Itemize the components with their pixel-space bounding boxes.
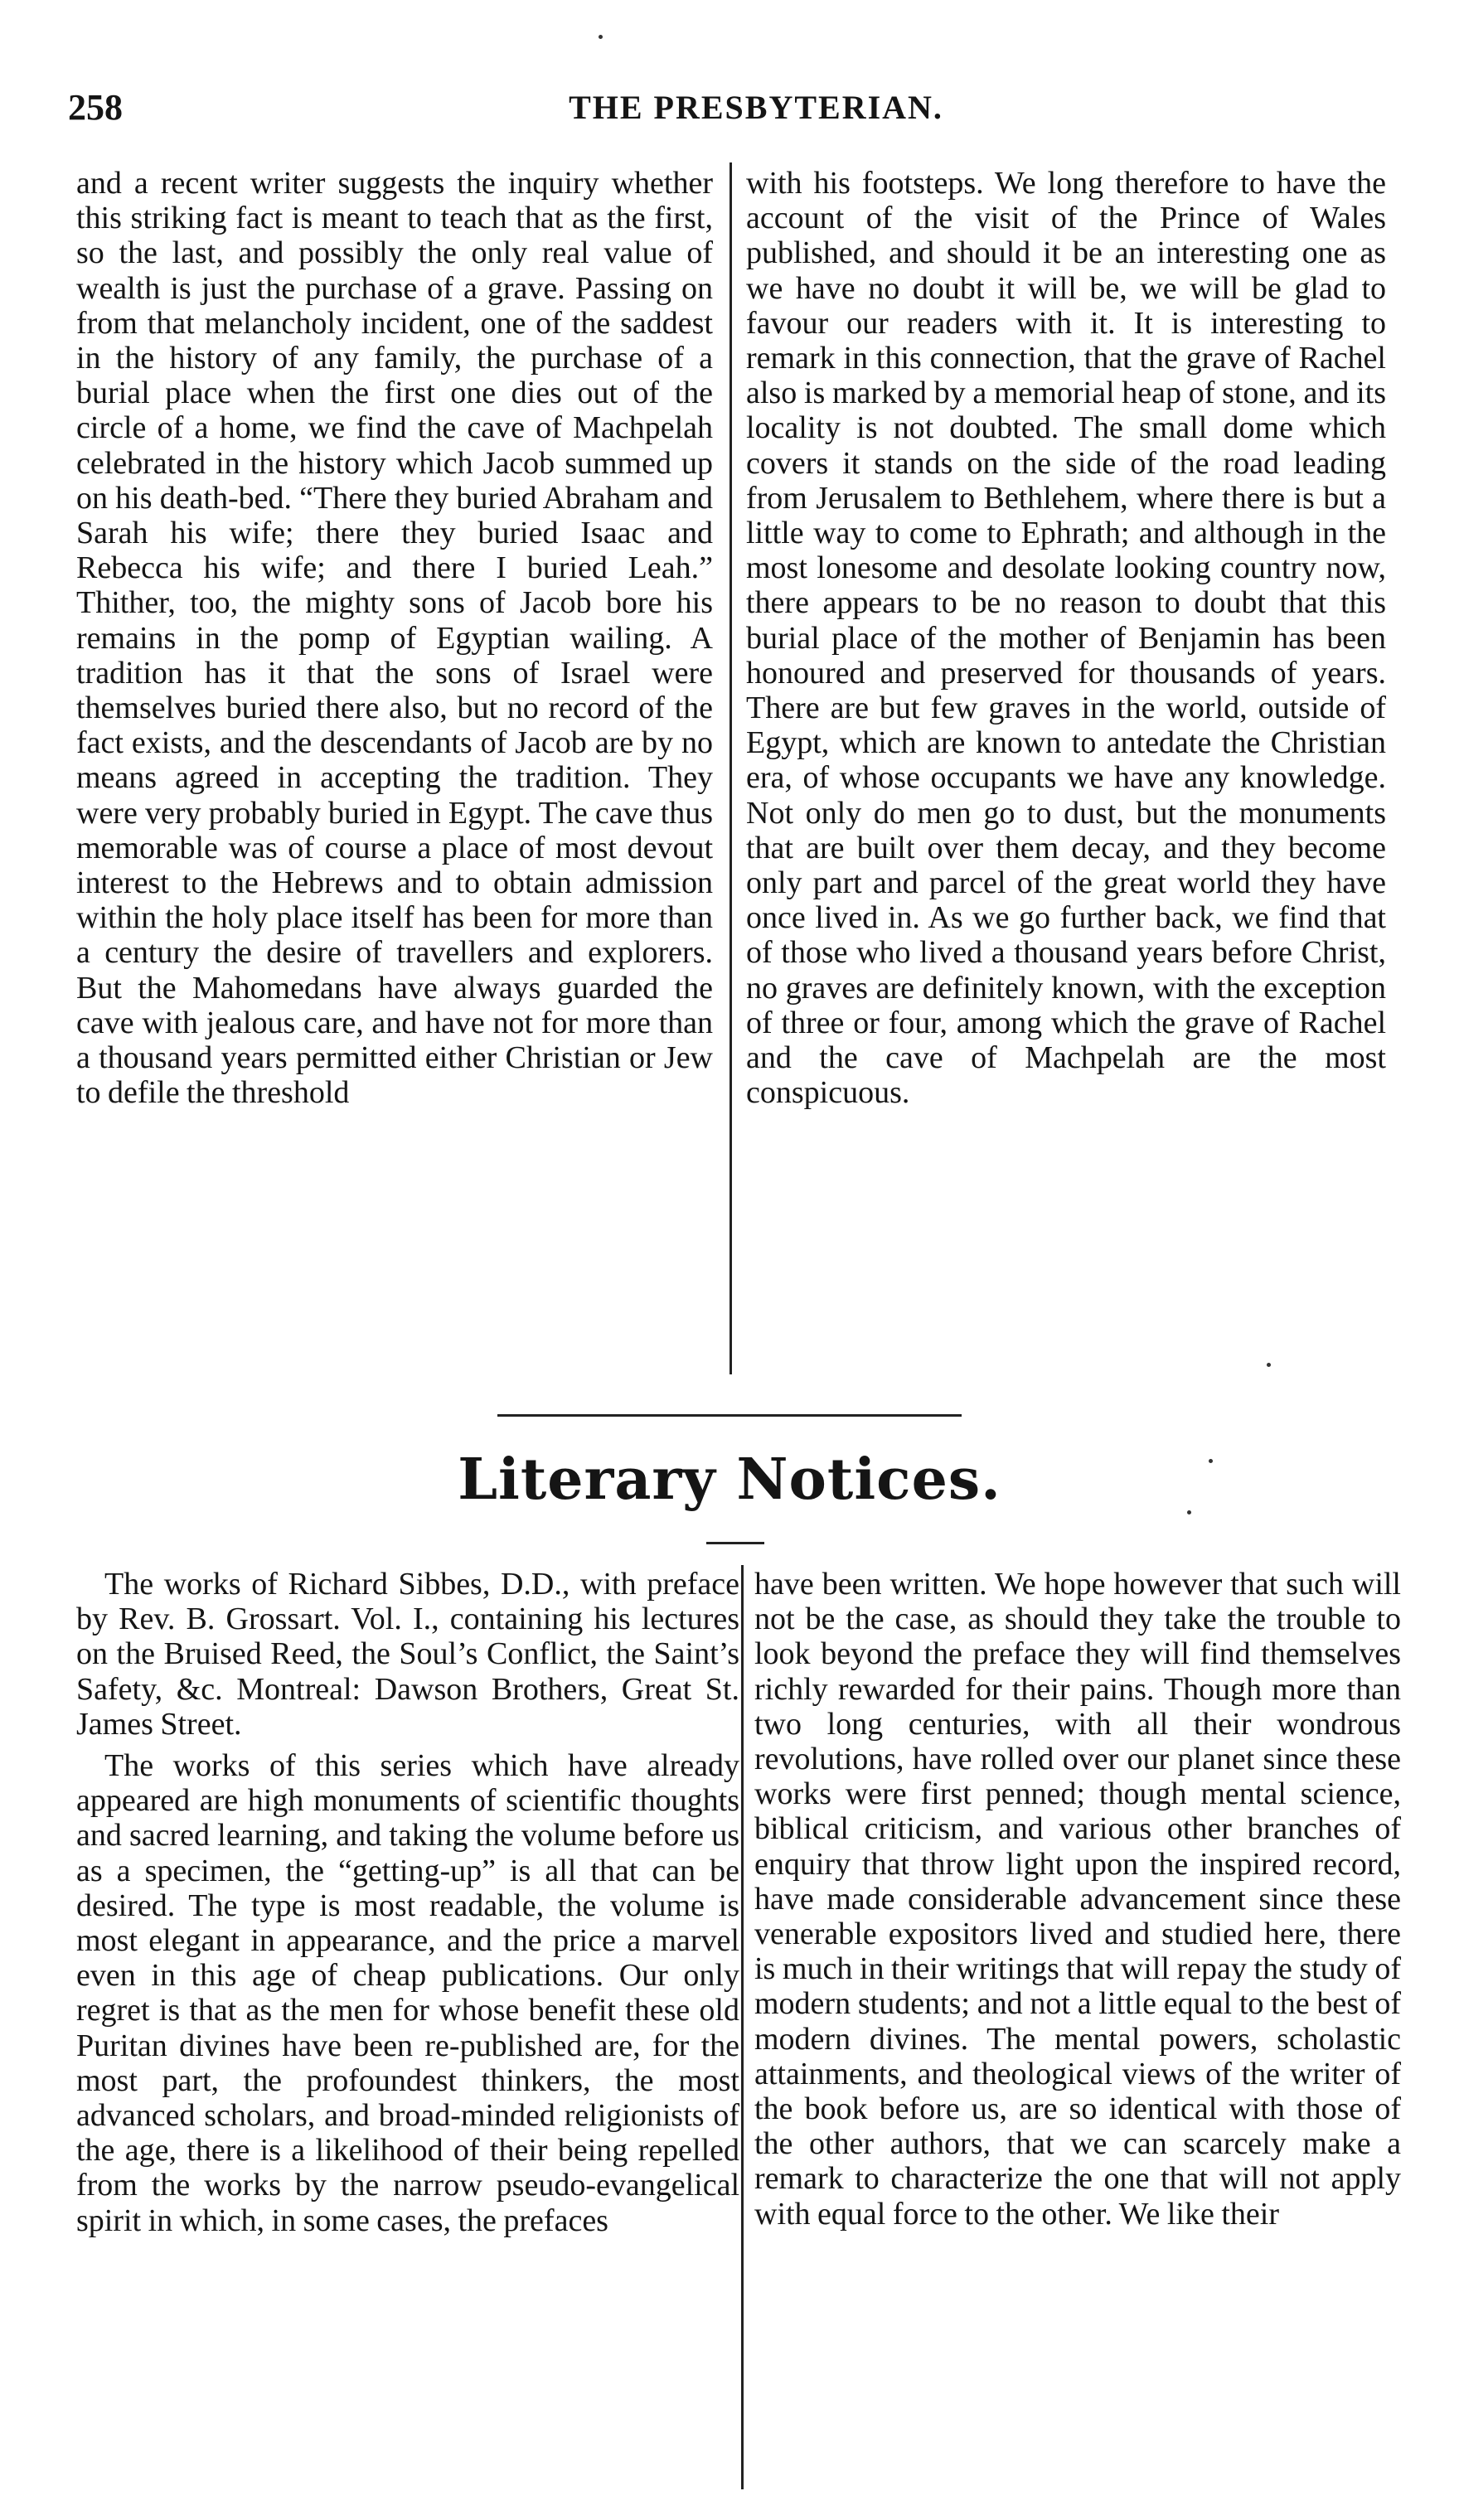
running-title: THE PRESBYTERIAN.: [569, 89, 943, 126]
print-speck: [1209, 1459, 1213, 1463]
page-header: [68, 83, 1444, 133]
section-heading: Literary Notices.: [458, 1447, 1001, 1513]
page-number: 258: [68, 87, 123, 128]
heading-underline: [706, 1542, 764, 1544]
notices-right-column: [754, 1567, 1401, 2232]
article-text-left: and a recent writer suggests the inquiry whether this striking fact is meant to teach that as the first, so the last, and possibly the only real value of wealth is just the purchase of a grave. Passing on from that melancholy incident, one of the saddest in the history of any family, the purchase of a burial place when the first one dies out of the circle of a home, we find the cave of Machpelah celebrated in the history which Jacob summed up on his death-bed. “There they buried Abraham and Sarah his wife; there they buried Isaac and Rebecca his wife; and there I buried Leah.” Thither, too, the mighty sons of Jacob bore his remains in the pomp of Egyptian wailing. A tradition has it that the sons of Israel were themselves buried there also, but no record of the fact exists, and the descendants of Jacob are by no means agreed in accepting the tradition. They were very probably buried in Egypt. The cave thus memorable was of course a place of most devout interest to the Hebrews and to obtain admission within the holy place itself has been for more than a century the desire of travellers and explorers. But the Mahomedans have always guarded the cave with jealous care, and have not for more than a thousand years permitted either Christian or Jew to defile the threshold: [76, 166, 713, 1111]
review-continuation: have been written. We hope however that such will not be the case, as should they take the trouble to look beyond the preface they will find themselves richly rewarded for their pains. Though more than two long centuries, with all their wondrous revolutions, have rolled over our planet since these works were first penned; though mental science, biblical criticism, and various other branches of enquiry that throw light upon the inspired record, have made considerable advancement since these venerable expositors lived and studied here, there is much in their writings that will repay the study of modern students; and not a little equal to the best of modern divines. The mental powers, scholastic attainments, and theological views of the writer of the book before us, are so identical with those of the other authors, that we can scarcely make a remark to characterize the one that will not apply with equal force to the other. We like their: [754, 1567, 1401, 2232]
review-paragraph: The works of this series which have already appeared are high monuments of scientific thoughts and sacred learning, and taking the volume before us as a specimen, the “getting-up” is all that can be desired. The type is most readable, the volume is most elegant in appearance, and the price a marvel even in this age of cheap publications. Our only regret is that as the men for whose benefit these old Puritan divines have been re-published are, for the most part, the profoundest thinkers, the most advanced scholars, and broad-minded religionists of the age, there is a likelihood of their being repelled from the works by the narrow pseudo-evangelical spirit in which, in some cases, the prefaces: [76, 1748, 739, 2238]
print-speck: [1267, 1363, 1271, 1367]
book-citation: The works of Richard Sibbes, D.D., with preface by Rev. B. Grossart. Vol. I., containing his lectures on the Bruised Reed, the Soul’s Conflict, the Saint’s Safety, &c. Montreal: Dawson Brothers, Great St. James Street.: [76, 1567, 739, 1742]
print-speck: [1187, 1510, 1191, 1514]
notices-left-column: [76, 1567, 739, 2238]
article-left-column: [76, 166, 713, 1110]
print-speck: [599, 35, 603, 39]
article-right-column: [746, 166, 1386, 1110]
column-divider: [741, 1565, 744, 2489]
column-divider: [730, 162, 732, 1374]
section-divider-rule: [497, 1414, 962, 1417]
article-text-right: with his footsteps. We long therefore to have the account of the visit of the Prince of Wales published, and should it be an interesting one as we have no doubt it will be, we will be glad to favour our readers with it. It is interesting to remark in this connection, that the grave of Rachel also is marked by a memorial heap of stone, and its locality is not doubted. The small dome which covers it stands on the side of the road leading from Jerusalem to Bethlehem, where there is but a little way to come to Ephrath; and although in the most lonesome and desolate looking country now, there appears to be no reason to doubt that this burial place of the mother of Benjamin has been honoured and preserved for thousands of years. There are but few graves in the world, outside of Egypt, which are known to antedate the Christian era, of whose occupants we have any knowledge. Not only do men go to dust, but the monuments that are built over them decay, and they become only part and parcel of the great world they have once lived in. As we go further back, we find that of those who lived a thousand years before Christ, no graves are definitely known, with the exception of three or four, among which the grave of Rachel and the cave of Machpelah are the most conspicuous.: [746, 166, 1386, 1111]
